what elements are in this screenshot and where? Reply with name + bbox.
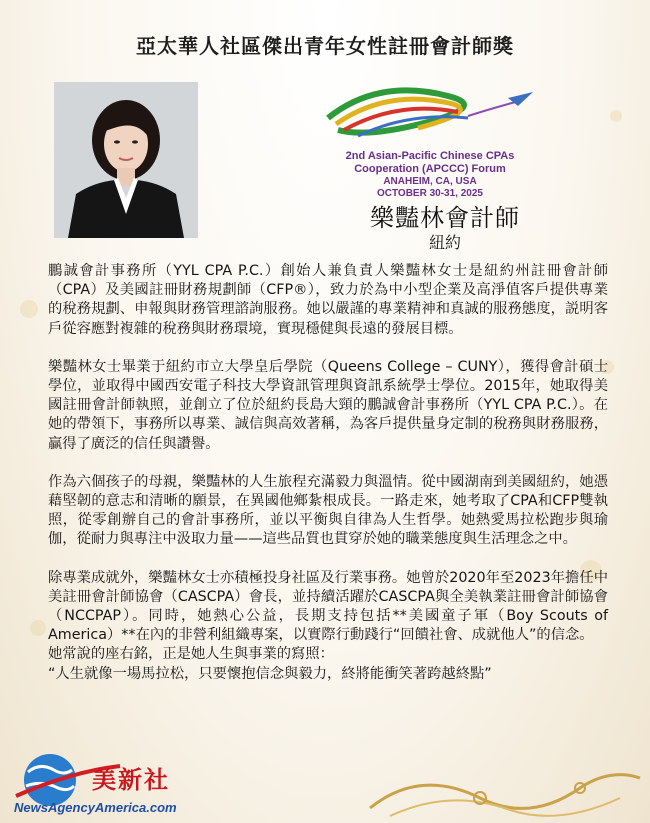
forum-subtitle-line: Cooperation (APCCC) Forum: [354, 163, 506, 175]
gold-swirl-decoration: [360, 748, 650, 823]
forum-dates: OCTOBER 30-31, 2025: [377, 188, 483, 199]
biography-paragraph: 作為六個孩子的母親，樂豔林的人生旅程充滿毅力與溫情。從中國湖南到美國紐約，她憑藉堅韌的意志和清晰的願景，在異國他鄉紮根成長。一路走來，她考取了CPA和CFP雙執照，從零創辦自己的會計事務所，並以平衡與自律為人生哲學。她熱愛馬拉松跑步與瑜伽，從耐力與專注中汲取力量——這些品質也貫穿於她的職業態度與生活理念之中。: [48, 473, 608, 548]
news-agency-chinese-name: 美新社: [92, 765, 170, 794]
biography-paragraph: 鵬誠會計事務所（YYL CPA P.C.）創始人兼負責人樂豔林女士是紐約州註冊會計師（CPA）及美國註冊財務規劃師（CFP®），致力於為中小型企業及高淨值客戶提供專業的稅務規劃、申報與財務管理諮詢服務。她以嚴謹的專業精神和真誠的服務態度，説明客戶從容應對複雜的稅務與財務環境，實現穩健與長遠的發展目標。: [48, 263, 608, 337]
news-agency-url[interactable]: NewsAgencyAmerica.com: [14, 800, 177, 815]
background-sparkle: [610, 110, 622, 122]
honoree-name: 樂豔林會計師: [370, 204, 520, 232]
biography-paragraph: 樂豔林女士畢業于紐約市立大學皇后學院（Queens College – CUNY），獲得會計碩士學位，並取得中國西安電子科技大學資訊管理與資訊系統學士學位。2015年，她取得美國註冊會計師執照，並創立了位於紐約長島大頸的鵬誠會計事務所（YYL CPA P.C.）。在她的帶領下，事務所以專業、誠信與高效著稱，為客戶提供量身定制的稅務與財務服務，贏得了廣泛的信任與讚譽。: [48, 358, 608, 452]
page-title: 亞太華人社區傑出青年女性註冊會計師獎: [136, 34, 514, 58]
background-sparkle: [20, 300, 38, 318]
background-sparkle: [30, 620, 46, 636]
biography-paragraph: 除專業成就外，樂豔林女士亦積極投身社區及行業事務。她曾於2020年至2023年擔任中美註冊會計師協會（CASCPA）會長，並持續活躍於CASCPA與全美執業註冊會計師協會（NCCPAP）。同時，她熱心公益，長期支持包括**美國童子軍（Boy Scouts of America）**在內的非營利組織專案，以實際行動踐行“回饋社會、成就他人”的信念。: [48, 569, 608, 644]
motto-intro: 她常說的座右銘，正是她人生與事業的寫照：: [48, 646, 334, 663]
motto-quote: “人生就像一場馬拉松，只要懷抱信念與毅力，終將能衝笑著跨越終點”: [48, 665, 492, 682]
biography: [48, 262, 608, 684]
forum-location: ANAHEIM, CA, USA: [383, 176, 477, 187]
forum-title-line: 2nd Asian-Pacific Chinese CPAs: [345, 150, 515, 162]
portrait-photo: [54, 82, 198, 238]
honoree-location: 紐約: [428, 233, 461, 252]
